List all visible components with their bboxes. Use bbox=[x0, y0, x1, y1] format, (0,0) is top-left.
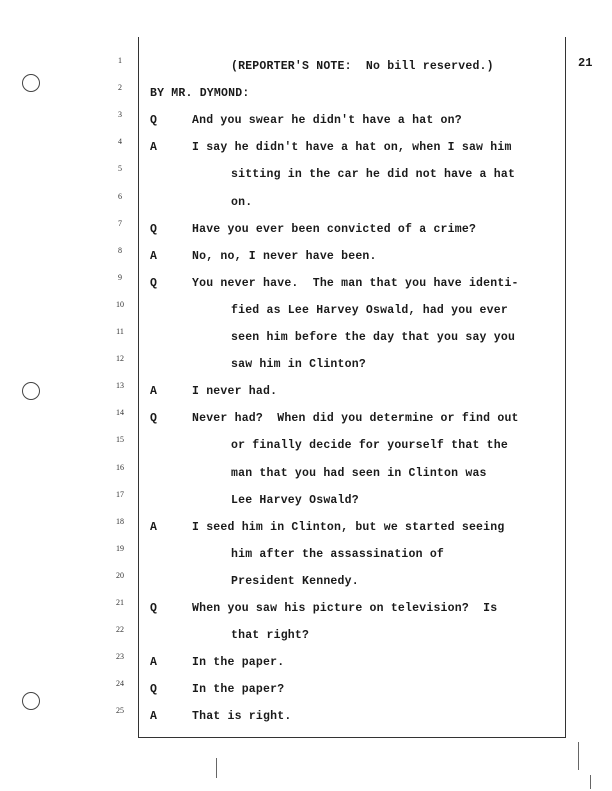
line-number: 10 bbox=[116, 299, 124, 309]
transcript-line-text: seen him before the day that you say you bbox=[231, 331, 516, 344]
transcript-line-text: I seed him in Clinton, but we started seeing bbox=[192, 520, 505, 534]
speaker-label: Q bbox=[150, 683, 157, 697]
transcript-line-text: man that you had seen in Clinton was bbox=[231, 466, 487, 480]
transcript-line-text: BY MR. DYMOND: bbox=[150, 87, 250, 101]
transcript-line-text: saw him in Clinton? bbox=[231, 358, 366, 372]
scan-mark bbox=[590, 775, 591, 789]
line-number: 14 bbox=[116, 408, 124, 418]
page-number: 21 bbox=[578, 56, 593, 70]
speaker-label: Q bbox=[150, 222, 157, 236]
line-number: 8 bbox=[118, 245, 122, 255]
transcript-line-text: You never have. The man that you have identi- bbox=[192, 276, 519, 290]
line-number: 18 bbox=[116, 516, 124, 526]
binder-hole-middle bbox=[22, 382, 40, 400]
transcript-line-text: on. bbox=[231, 195, 253, 209]
line-number: 1 bbox=[118, 56, 122, 65]
transcript-line-text: Lee Harvey Oswald? bbox=[231, 493, 359, 507]
transcript-line-text: Never had? When did you determine or find out bbox=[192, 412, 519, 426]
line-number: 17 bbox=[116, 489, 124, 499]
line-number: 19 bbox=[116, 543, 124, 553]
transcript-line-text: I say he didn't have a hat on, when I saw him bbox=[192, 141, 512, 155]
line-number: 25 bbox=[116, 706, 124, 716]
transcript-line-text: or finally decide for yourself that the bbox=[231, 439, 508, 453]
transcript-line-text: When you saw his picture on television? Is bbox=[192, 602, 498, 615]
transcript-line-text: Have you ever been convicted of a crime? bbox=[192, 222, 477, 236]
transcript-line-text: I never had. bbox=[192, 385, 278, 399]
transcript-line-text: sitting in the car he did not have a hat bbox=[231, 168, 516, 182]
transcript-line-text: In the paper. bbox=[192, 656, 285, 670]
line-number: 12 bbox=[116, 354, 124, 364]
line-number: 3 bbox=[118, 110, 122, 120]
binder-hole-top bbox=[22, 74, 40, 92]
transcript-line-text: And you swear he didn't have a hat on? bbox=[192, 114, 462, 128]
line-number: 24 bbox=[116, 679, 124, 689]
speaker-label: A bbox=[150, 520, 157, 534]
line-number: 7 bbox=[118, 218, 122, 228]
speaker-label: A bbox=[150, 249, 157, 263]
speaker-label: Q bbox=[150, 412, 157, 426]
line-number: 2 bbox=[118, 83, 122, 93]
speaker-label: A bbox=[150, 385, 157, 399]
speaker-label: A bbox=[150, 710, 157, 724]
scan-mark bbox=[216, 758, 217, 778]
line-number: 16 bbox=[116, 462, 124, 472]
transcript-line-text: In the paper? bbox=[192, 683, 285, 697]
line-number: 22 bbox=[116, 625, 124, 635]
transcript-line-text: fied as Lee Harvey Oswald, had you ever bbox=[231, 303, 508, 317]
transcript-line-text: No, no, I never have been. bbox=[192, 249, 377, 263]
transcript-line-text: that right? bbox=[231, 629, 310, 643]
line-number: 20 bbox=[116, 570, 124, 580]
line-number: 6 bbox=[118, 191, 122, 201]
line-number: 11 bbox=[116, 327, 124, 336]
line-number: 5 bbox=[118, 164, 122, 174]
speaker-label: A bbox=[150, 141, 157, 155]
line-number: 21 bbox=[116, 598, 124, 607]
transcript-line-text: That is right. bbox=[192, 710, 292, 724]
scan-mark bbox=[578, 742, 579, 770]
line-number: 9 bbox=[118, 272, 122, 282]
speaker-label: A bbox=[150, 656, 157, 670]
line-number: 13 bbox=[116, 381, 124, 391]
transcript-line-text: him after the assassination of bbox=[231, 547, 445, 561]
speaker-label: Q bbox=[150, 602, 157, 615]
line-number: 23 bbox=[116, 652, 124, 662]
speaker-label: Q bbox=[150, 276, 157, 290]
transcript-line-text: (REPORTER'S NOTE: No bill reserved.) bbox=[231, 60, 494, 73]
line-number: 4 bbox=[118, 137, 122, 147]
transcript-line-text: President Kennedy. bbox=[231, 574, 359, 588]
line-number: 15 bbox=[116, 435, 124, 445]
binder-hole-bottom bbox=[22, 692, 40, 710]
speaker-label: Q bbox=[150, 114, 157, 128]
